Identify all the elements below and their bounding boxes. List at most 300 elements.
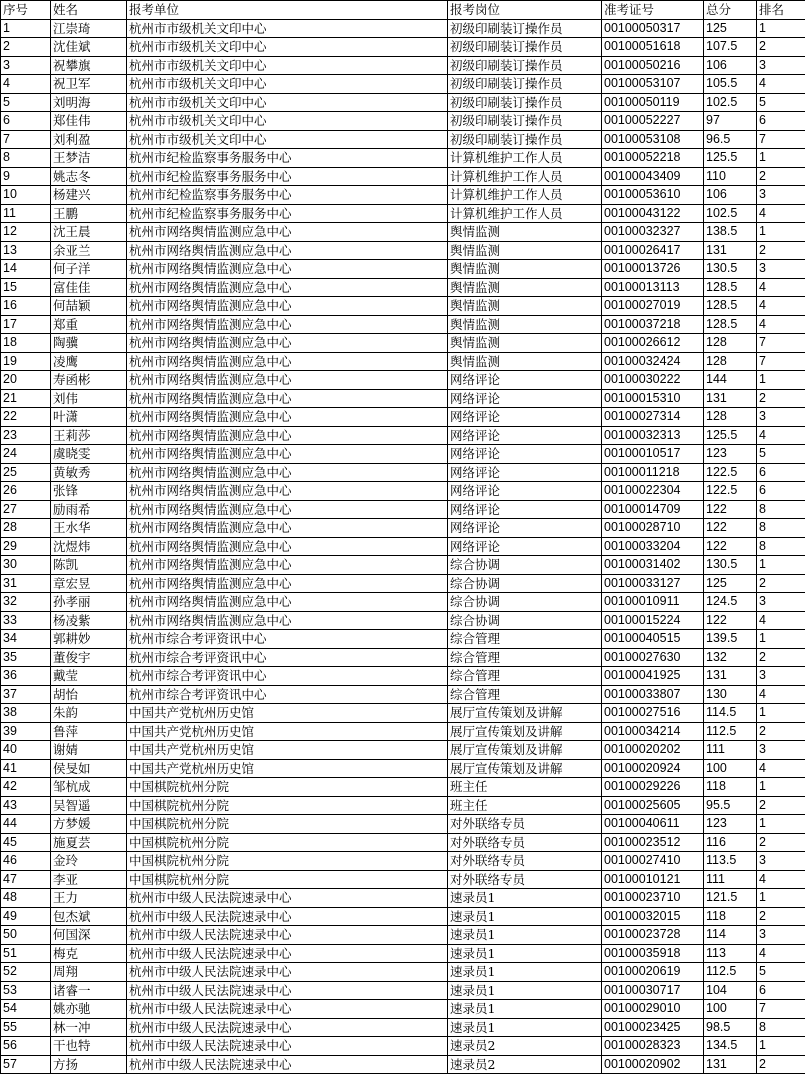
cell-name: 姚亦驰 — [51, 1000, 127, 1019]
table-row — [1, 426, 805, 445]
cell-index: 15 — [1, 278, 51, 297]
table-row — [1, 241, 805, 260]
table-row — [1, 315, 805, 334]
cell-index: 57 — [1, 1055, 51, 1074]
cell-ticket-number: 00100033204 — [602, 537, 704, 556]
cell-name: 包杰斌 — [51, 907, 127, 926]
cell-unit: 中国共产党杭州历史馆 — [127, 704, 448, 723]
cell-rank: 1 — [757, 371, 805, 390]
table-row — [1, 149, 805, 168]
table-row — [1, 704, 805, 723]
cell-name: 王梦洁 — [51, 149, 127, 168]
cell-unit: 杭州市市级机关文印中心 — [127, 56, 448, 75]
cell-position: 展厅宣传策划及讲解 — [448, 741, 602, 760]
cell-unit: 杭州市中级人民法院速录中心 — [127, 1037, 448, 1056]
table-row — [1, 833, 805, 852]
cell-rank: 4 — [757, 315, 805, 334]
cell-ticket-number: 00100027516 — [602, 704, 704, 723]
cell-ticket-number: 00100031402 — [602, 556, 704, 575]
cell-name: 陈凯 — [51, 556, 127, 575]
cell-unit: 杭州市网络舆情监测应急中心 — [127, 315, 448, 334]
cell-unit: 杭州市纪检监察事务服务中心 — [127, 204, 448, 223]
cell-ticket-number: 00100030717 — [602, 981, 704, 1000]
cell-index: 42 — [1, 778, 51, 797]
cell-ticket-number: 00100027410 — [602, 852, 704, 871]
table-row — [1, 278, 805, 297]
cell-unit: 中国共产党杭州历史馆 — [127, 741, 448, 760]
cell-ticket-number: 00100029010 — [602, 1000, 704, 1019]
cell-unit: 中国棋院杭州分院 — [127, 870, 448, 889]
cell-index: 19 — [1, 352, 51, 371]
cell-total-score: 138.5 — [704, 223, 757, 242]
cell-rank: 3 — [757, 260, 805, 279]
cell-name: 富佳佳 — [51, 278, 127, 297]
cell-rank: 2 — [757, 796, 805, 815]
cell-rank: 1 — [757, 630, 805, 649]
cell-position: 综合协调 — [448, 593, 602, 612]
header-row — [1, 1, 805, 20]
cell-name: 凌鹰 — [51, 352, 127, 371]
table-row — [1, 75, 805, 94]
cell-unit: 中国棋院杭州分院 — [127, 833, 448, 852]
cell-index: 55 — [1, 1018, 51, 1037]
cell-total-score: 111 — [704, 870, 757, 889]
cell-ticket-number: 00100013726 — [602, 260, 704, 279]
cell-name: 黄敏秀 — [51, 463, 127, 482]
cell-unit: 杭州市网络舆情监测应急中心 — [127, 593, 448, 612]
cell-position: 网络评论 — [448, 519, 602, 538]
cell-ticket-number: 00100026417 — [602, 241, 704, 260]
cell-position: 初级印刷装订操作员 — [448, 112, 602, 131]
cell-unit: 中国棋院杭州分院 — [127, 796, 448, 815]
cell-name: 诸睿一 — [51, 981, 127, 1000]
cell-ticket-number: 00100028323 — [602, 1037, 704, 1056]
table-row — [1, 537, 805, 556]
cell-total-score: 139.5 — [704, 630, 757, 649]
cell-rank: 7 — [757, 130, 805, 149]
table-row — [1, 352, 805, 371]
cell-name: 王水华 — [51, 519, 127, 538]
cell-rank: 8 — [757, 537, 805, 556]
cell-total-score: 125.5 — [704, 149, 757, 168]
cell-name: 王莉莎 — [51, 426, 127, 445]
cell-index: 22 — [1, 408, 51, 427]
cell-total-score: 131 — [704, 389, 757, 408]
table-row — [1, 796, 805, 815]
cell-name: 祝卫军 — [51, 75, 127, 94]
cell-total-score: 125 — [704, 19, 757, 38]
cell-position: 速录员1 — [448, 1000, 602, 1019]
cell-total-score: 130.5 — [704, 556, 757, 575]
cell-unit: 杭州市纪检监察事务服务中心 — [127, 186, 448, 205]
cell-unit: 杭州市中级人民法院速录中心 — [127, 1055, 448, 1074]
cell-total-score: 96.5 — [704, 130, 757, 149]
header-name: 姓名 — [51, 1, 127, 20]
cell-rank: 6 — [757, 112, 805, 131]
cell-index: 11 — [1, 204, 51, 223]
table-row — [1, 907, 805, 926]
cell-unit: 杭州市网络舆情监测应急中心 — [127, 519, 448, 538]
cell-rank: 5 — [757, 93, 805, 112]
table-row — [1, 112, 805, 131]
cell-total-score: 122 — [704, 500, 757, 519]
cell-position: 班主任 — [448, 778, 602, 797]
cell-name: 施夏芸 — [51, 833, 127, 852]
cell-name: 寿函彬 — [51, 371, 127, 390]
cell-index: 4 — [1, 75, 51, 94]
table-row — [1, 667, 805, 686]
cell-rank: 8 — [757, 500, 805, 519]
table-row — [1, 759, 805, 778]
cell-ticket-number: 00100052227 — [602, 112, 704, 131]
cell-total-score: 106 — [704, 186, 757, 205]
cell-ticket-number: 00100037218 — [602, 315, 704, 334]
cell-ticket-number: 00100033807 — [602, 685, 704, 704]
cell-name: 王力 — [51, 889, 127, 908]
cell-unit: 杭州市网络舆情监测应急中心 — [127, 556, 448, 575]
cell-position: 舆情监测 — [448, 352, 602, 371]
cell-total-score: 95.5 — [704, 796, 757, 815]
cell-total-score: 122.5 — [704, 482, 757, 501]
cell-total-score: 114.5 — [704, 704, 757, 723]
cell-total-score: 128.5 — [704, 278, 757, 297]
cell-index: 47 — [1, 870, 51, 889]
cell-index: 38 — [1, 704, 51, 723]
cell-position: 综合管理 — [448, 667, 602, 686]
table-row — [1, 223, 805, 242]
cell-position: 速录员1 — [448, 889, 602, 908]
cell-name: 郑重 — [51, 315, 127, 334]
cell-index: 32 — [1, 593, 51, 612]
cell-unit: 杭州市市级机关文印中心 — [127, 38, 448, 57]
cell-unit: 杭州市中级人民法院速录中心 — [127, 889, 448, 908]
table-row — [1, 630, 805, 649]
cell-rank: 4 — [757, 426, 805, 445]
cell-ticket-number: 00100010121 — [602, 870, 704, 889]
cell-index: 18 — [1, 334, 51, 353]
cell-unit: 杭州市网络舆情监测应急中心 — [127, 445, 448, 464]
cell-index: 6 — [1, 112, 51, 131]
cell-unit: 杭州市网络舆情监测应急中心 — [127, 297, 448, 316]
cell-total-score: 112.5 — [704, 963, 757, 982]
table-row — [1, 371, 805, 390]
cell-position: 舆情监测 — [448, 278, 602, 297]
cell-name: 方梦媛 — [51, 815, 127, 834]
cell-index: 3 — [1, 56, 51, 75]
cell-index: 36 — [1, 667, 51, 686]
cell-index: 14 — [1, 260, 51, 279]
cell-unit: 杭州市综合考评资讯中心 — [127, 685, 448, 704]
cell-name: 金玲 — [51, 852, 127, 871]
cell-total-score: 111 — [704, 741, 757, 760]
cell-name: 邹杭成 — [51, 778, 127, 797]
cell-name: 杨建兴 — [51, 186, 127, 205]
cell-position: 网络评论 — [448, 426, 602, 445]
cell-name: 叶潇 — [51, 408, 127, 427]
cell-index: 12 — [1, 223, 51, 242]
cell-index: 39 — [1, 722, 51, 741]
cell-position: 网络评论 — [448, 537, 602, 556]
cell-rank: 1 — [757, 556, 805, 575]
cell-position: 初级印刷装订操作员 — [448, 75, 602, 94]
cell-rank: 8 — [757, 1018, 805, 1037]
cell-ticket-number: 00100028710 — [602, 519, 704, 538]
cell-position: 计算机维护工作人员 — [448, 167, 602, 186]
cell-unit: 中国共产党杭州历史馆 — [127, 722, 448, 741]
cell-unit: 杭州市综合考评资讯中心 — [127, 648, 448, 667]
cell-name: 鲁萍 — [51, 722, 127, 741]
cell-rank: 4 — [757, 278, 805, 297]
cell-index: 35 — [1, 648, 51, 667]
cell-total-score: 128 — [704, 408, 757, 427]
cell-unit: 杭州市网络舆情监测应急中心 — [127, 371, 448, 390]
header-ticket-number: 准考证号 — [602, 1, 704, 20]
cell-name: 郭耕妙 — [51, 630, 127, 649]
cell-unit: 杭州市网络舆情监测应急中心 — [127, 334, 448, 353]
table-row — [1, 741, 805, 760]
cell-ticket-number: 00100053107 — [602, 75, 704, 94]
cell-ticket-number: 00100015310 — [602, 389, 704, 408]
cell-index: 17 — [1, 315, 51, 334]
cell-name: 江崇琦 — [51, 19, 127, 38]
cell-ticket-number: 00100051618 — [602, 38, 704, 57]
cell-name: 祝攀旗 — [51, 56, 127, 75]
cell-ticket-number: 00100013113 — [602, 278, 704, 297]
cell-position: 初级印刷装订操作员 — [448, 38, 602, 57]
cell-index: 16 — [1, 297, 51, 316]
cell-name: 朱韵 — [51, 704, 127, 723]
cell-index: 34 — [1, 630, 51, 649]
cell-name: 刘伟 — [51, 389, 127, 408]
cell-unit: 杭州市纪检监察事务服务中心 — [127, 149, 448, 168]
cell-position: 综合管理 — [448, 648, 602, 667]
cell-rank: 2 — [757, 167, 805, 186]
cell-total-score: 128 — [704, 352, 757, 371]
cell-index: 27 — [1, 500, 51, 519]
cell-name: 刘利盈 — [51, 130, 127, 149]
cell-ticket-number: 00100032015 — [602, 907, 704, 926]
cell-unit: 杭州市市级机关文印中心 — [127, 19, 448, 38]
table-row — [1, 1018, 805, 1037]
table-row — [1, 611, 805, 630]
cell-ticket-number: 00100023710 — [602, 889, 704, 908]
cell-rank: 1 — [757, 149, 805, 168]
cell-rank: 2 — [757, 38, 805, 57]
cell-index: 50 — [1, 926, 51, 945]
cell-name: 干也特 — [51, 1037, 127, 1056]
cell-unit: 中国棋院杭州分院 — [127, 852, 448, 871]
cell-ticket-number: 00100023728 — [602, 926, 704, 945]
cell-rank: 6 — [757, 463, 805, 482]
header-total-score: 总分 — [704, 1, 757, 20]
cell-position: 初级印刷装订操作员 — [448, 93, 602, 112]
table-row — [1, 574, 805, 593]
cell-ticket-number: 00100026612 — [602, 334, 704, 353]
cell-unit: 杭州市网络舆情监测应急中心 — [127, 574, 448, 593]
cell-position: 网络评论 — [448, 408, 602, 427]
cell-ticket-number: 00100027019 — [602, 297, 704, 316]
cell-position: 展厅宣传策划及讲解 — [448, 759, 602, 778]
cell-rank: 5 — [757, 445, 805, 464]
cell-unit: 杭州市网络舆情监测应急中心 — [127, 223, 448, 242]
table-row — [1, 482, 805, 501]
cell-unit: 杭州市纪检监察事务服务中心 — [127, 167, 448, 186]
cell-name: 谢婧 — [51, 741, 127, 760]
table-row — [1, 519, 805, 538]
cell-position: 速录员1 — [448, 926, 602, 945]
cell-rank: 3 — [757, 852, 805, 871]
cell-ticket-number: 00100020902 — [602, 1055, 704, 1074]
cell-total-score: 102.5 — [704, 93, 757, 112]
cell-index: 43 — [1, 796, 51, 815]
cell-name: 虞晓雯 — [51, 445, 127, 464]
cell-index: 13 — [1, 241, 51, 260]
cell-position: 对外联络专员 — [448, 833, 602, 852]
cell-total-score: 130 — [704, 685, 757, 704]
table-row — [1, 722, 805, 741]
cell-ticket-number: 00100029226 — [602, 778, 704, 797]
cell-index: 31 — [1, 574, 51, 593]
cell-ticket-number: 00100010911 — [602, 593, 704, 612]
cell-ticket-number: 00100053108 — [602, 130, 704, 149]
cell-ticket-number: 00100034214 — [602, 722, 704, 741]
cell-rank: 2 — [757, 648, 805, 667]
cell-total-score: 123 — [704, 445, 757, 464]
cell-unit: 杭州市中级人民法院速录中心 — [127, 907, 448, 926]
cell-name: 何喆颖 — [51, 297, 127, 316]
cell-unit: 杭州市综合考评资讯中心 — [127, 667, 448, 686]
cell-index: 24 — [1, 445, 51, 464]
cell-total-score: 122 — [704, 537, 757, 556]
cell-ticket-number: 00100011218 — [602, 463, 704, 482]
table-row — [1, 778, 805, 797]
cell-unit: 杭州市中级人民法院速录中心 — [127, 1018, 448, 1037]
cell-index: 28 — [1, 519, 51, 538]
cell-name: 孙孝丽 — [51, 593, 127, 612]
cell-unit: 杭州市综合考评资讯中心 — [127, 630, 448, 649]
cell-total-score: 116 — [704, 833, 757, 852]
cell-unit: 杭州市市级机关文印中心 — [127, 112, 448, 131]
cell-total-score: 128.5 — [704, 297, 757, 316]
cell-total-score: 107.5 — [704, 38, 757, 57]
cell-index: 1 — [1, 19, 51, 38]
cell-position: 综合协调 — [448, 611, 602, 630]
cell-unit: 杭州市中级人民法院速录中心 — [127, 926, 448, 945]
cell-ticket-number: 00100050119 — [602, 93, 704, 112]
cell-name: 沈煜炜 — [51, 537, 127, 556]
table-row — [1, 408, 805, 427]
cell-index: 7 — [1, 130, 51, 149]
cell-unit: 杭州市网络舆情监测应急中心 — [127, 482, 448, 501]
cell-position: 舆情监测 — [448, 297, 602, 316]
cell-name: 李亚 — [51, 870, 127, 889]
table-row — [1, 130, 805, 149]
cell-ticket-number: 00100053610 — [602, 186, 704, 205]
cell-unit: 中国共产党杭州历史馆 — [127, 759, 448, 778]
header-position: 报考岗位 — [448, 1, 602, 20]
cell-unit: 杭州市网络舆情监测应急中心 — [127, 463, 448, 482]
cell-ticket-number: 00100033127 — [602, 574, 704, 593]
cell-total-score: 97 — [704, 112, 757, 131]
cell-rank: 1 — [757, 704, 805, 723]
cell-unit: 中国棋院杭州分院 — [127, 778, 448, 797]
cell-total-score: 123 — [704, 815, 757, 834]
cell-position: 对外联络专员 — [448, 870, 602, 889]
cell-unit: 中国棋院杭州分院 — [127, 815, 448, 834]
table-row — [1, 1055, 805, 1074]
cell-total-score: 128 — [704, 334, 757, 353]
cell-total-score: 114 — [704, 926, 757, 945]
table-body — [1, 19, 805, 1074]
cell-total-score: 130.5 — [704, 260, 757, 279]
cell-rank: 2 — [757, 574, 805, 593]
cell-ticket-number: 00100041925 — [602, 667, 704, 686]
table-row — [1, 963, 805, 982]
cell-unit: 杭州市中级人民法院速录中心 — [127, 981, 448, 1000]
cell-ticket-number: 00100023425 — [602, 1018, 704, 1037]
cell-unit: 杭州市中级人民法院速录中心 — [127, 963, 448, 982]
cell-index: 37 — [1, 685, 51, 704]
cell-name: 侯旻如 — [51, 759, 127, 778]
cell-name: 郑佳伟 — [51, 112, 127, 131]
table-row — [1, 870, 805, 889]
cell-total-score: 125.5 — [704, 426, 757, 445]
cell-rank: 6 — [757, 981, 805, 1000]
cell-position: 速录员1 — [448, 1018, 602, 1037]
cell-rank: 2 — [757, 833, 805, 852]
table-row — [1, 889, 805, 908]
cell-position: 网络评论 — [448, 463, 602, 482]
cell-total-score: 125 — [704, 574, 757, 593]
cell-position: 舆情监测 — [448, 334, 602, 353]
cell-ticket-number: 00100050317 — [602, 19, 704, 38]
table-row — [1, 334, 805, 353]
cell-position: 速录员2 — [448, 1037, 602, 1056]
table-row — [1, 981, 805, 1000]
cell-ticket-number: 00100022304 — [602, 482, 704, 501]
cell-total-score: 104 — [704, 981, 757, 1000]
table-row — [1, 685, 805, 704]
cell-position: 舆情监测 — [448, 241, 602, 260]
header-index: 序号 — [1, 1, 51, 20]
cell-total-score: 113 — [704, 944, 757, 963]
cell-rank: 8 — [757, 519, 805, 538]
cell-position: 网络评论 — [448, 371, 602, 390]
cell-rank: 1 — [757, 223, 805, 242]
cell-rank: 3 — [757, 408, 805, 427]
cell-index: 41 — [1, 759, 51, 778]
cell-index: 30 — [1, 556, 51, 575]
cell-rank: 4 — [757, 204, 805, 223]
cell-ticket-number: 00100040611 — [602, 815, 704, 834]
cell-index: 49 — [1, 907, 51, 926]
cell-ticket-number: 00100027314 — [602, 408, 704, 427]
cell-total-score: 98.5 — [704, 1018, 757, 1037]
cell-unit: 杭州市网络舆情监测应急中心 — [127, 537, 448, 556]
cell-index: 26 — [1, 482, 51, 501]
cell-index: 46 — [1, 852, 51, 871]
cell-rank: 1 — [757, 19, 805, 38]
cell-index: 25 — [1, 463, 51, 482]
cell-unit: 杭州市网络舆情监测应急中心 — [127, 426, 448, 445]
cell-total-score: 131 — [704, 241, 757, 260]
table-row — [1, 500, 805, 519]
cell-index: 40 — [1, 741, 51, 760]
cell-index: 8 — [1, 149, 51, 168]
cell-ticket-number: 00100032313 — [602, 426, 704, 445]
cell-rank: 4 — [757, 870, 805, 889]
cell-rank: 4 — [757, 685, 805, 704]
